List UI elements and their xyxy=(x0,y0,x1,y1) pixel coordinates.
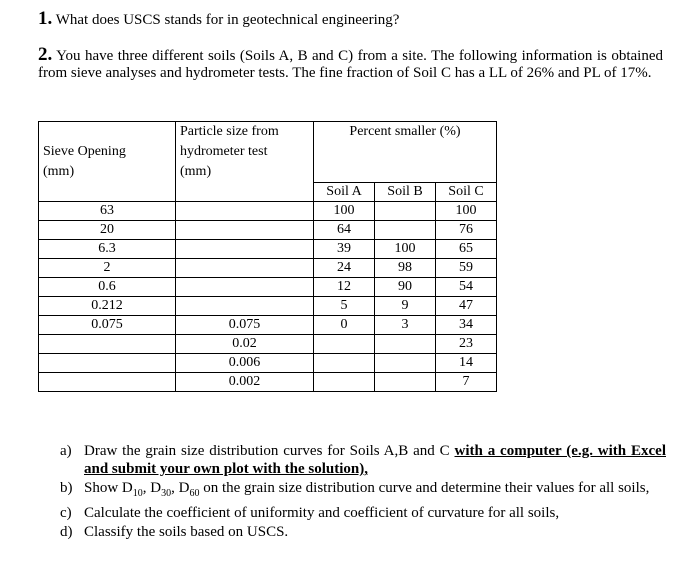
cell-hydrometer: 0.006 xyxy=(176,354,314,373)
cell-soil-b xyxy=(375,354,436,373)
task-c-label: c) xyxy=(60,505,72,521)
cell-soil-a: 12 xyxy=(314,278,375,297)
cell-hydrometer: 0.02 xyxy=(176,335,314,354)
question-1-number: 1. xyxy=(38,8,53,29)
question-2-number: 2. xyxy=(38,44,53,65)
task-b-sub-60: 60 xyxy=(189,488,200,499)
cell-soil-b: 9 xyxy=(375,297,436,316)
table-row xyxy=(39,335,497,354)
table-row xyxy=(39,316,497,335)
task-b-d30-prefix: , D xyxy=(142,480,162,496)
cell-soil-c: 76 xyxy=(436,221,497,240)
task-c-text: Calculate the coefficient of uniformity and coefficient of curvature for all soils, xyxy=(84,505,560,521)
task-b-d10-prefix: Show D xyxy=(84,480,133,496)
task-d xyxy=(60,523,666,541)
header-percent-smaller: Percent smaller (%) xyxy=(314,122,497,183)
cell-sieve: 63 xyxy=(39,202,176,221)
header-sieve-opening xyxy=(39,122,176,202)
table-row xyxy=(39,221,497,240)
cell-soil-b xyxy=(375,373,436,392)
header-sieve-line1: Sieve Opening xyxy=(43,143,126,159)
header-soil-a: Soil A xyxy=(314,183,375,202)
cell-soil-c: 23 xyxy=(436,335,497,354)
task-b xyxy=(60,479,666,503)
task-d-text: Classify the soils based on USCS. xyxy=(84,524,289,540)
cell-hydrometer xyxy=(176,221,314,240)
cell-soil-a: 100 xyxy=(314,202,375,221)
cell-hydrometer xyxy=(176,259,314,278)
task-a xyxy=(60,442,666,478)
sieve-data-table xyxy=(38,121,497,392)
task-c xyxy=(60,504,666,522)
header-hydrometer xyxy=(176,122,314,202)
table-row xyxy=(39,259,497,278)
task-b-sub-10: 10 xyxy=(132,488,143,499)
cell-soil-c: 47 xyxy=(436,297,497,316)
task-a-text: Draw the grain size distribution curves for Soils A,B and C xyxy=(84,443,455,459)
cell-soil-b xyxy=(375,221,436,240)
cell-hydrometer: 0.075 xyxy=(176,316,314,335)
cell-soil-b: 100 xyxy=(375,240,436,259)
cell-soil-a: 0 xyxy=(314,316,375,335)
cell-soil-c: 14 xyxy=(436,354,497,373)
cell-sieve: 0.6 xyxy=(39,278,176,297)
cell-soil-a: 5 xyxy=(314,297,375,316)
task-a-label: a) xyxy=(60,443,72,459)
cell-hydrometer: 0.002 xyxy=(176,373,314,392)
table-row xyxy=(39,240,497,259)
cell-hydrometer xyxy=(176,202,314,221)
task-b-d60-prefix: , D xyxy=(171,480,190,496)
question-2-text: You have three different soils (Soils A, B and C) from a site. The following information is obtained from sieve analyses and hydrometer tests. The fine fraction of Soil C has a LL of 26% and PL of 17%. xyxy=(38,48,663,81)
cell-soil-b xyxy=(375,202,436,221)
cell-sieve: 2 xyxy=(39,259,176,278)
table-row xyxy=(39,354,497,373)
header-soil-c: Soil C xyxy=(436,183,497,202)
task-list xyxy=(60,442,666,542)
cell-sieve xyxy=(39,354,176,373)
cell-sieve xyxy=(39,373,176,392)
cell-soil-c: 65 xyxy=(436,240,497,259)
cell-soil-a: 24 xyxy=(314,259,375,278)
header-soil-b: Soil B xyxy=(375,183,436,202)
question-1 xyxy=(38,8,399,30)
cell-soil-b xyxy=(375,335,436,354)
cell-soil-c: 34 xyxy=(436,316,497,335)
cell-soil-c: 100 xyxy=(436,202,497,221)
cell-soil-a: 39 xyxy=(314,240,375,259)
task-b-text: on the grain size distribution curve and determine their values for all soils, xyxy=(199,480,650,496)
table-row xyxy=(39,297,497,316)
table-row xyxy=(39,373,497,392)
cell-hydrometer xyxy=(176,240,314,259)
table-row xyxy=(39,202,497,221)
cell-soil-a xyxy=(314,354,375,373)
cell-soil-c: 54 xyxy=(436,278,497,297)
cell-soil-c: 7 xyxy=(436,373,497,392)
header-hydro-line1: Particle size from xyxy=(180,124,279,139)
header-sieve-line2: (mm) xyxy=(43,163,75,179)
cell-sieve xyxy=(39,335,176,354)
task-b-sub-30: 30 xyxy=(161,488,172,499)
cell-soil-a xyxy=(314,335,375,354)
cell-sieve: 6.3 xyxy=(39,240,176,259)
cell-sieve: 0.075 xyxy=(39,316,176,335)
task-a-emphasis: with a computer (e.g. with Excel and submit your own plot with the solution) xyxy=(84,443,666,477)
cell-sieve: 20 xyxy=(39,221,176,240)
task-b-label: b) xyxy=(60,480,73,496)
header-hydro-line2: hydrometer test xyxy=(180,144,268,159)
task-d-label: d) xyxy=(60,524,73,540)
cell-soil-b: 90 xyxy=(375,278,436,297)
cell-soil-b: 3 xyxy=(375,316,436,335)
question-1-text: What does USCS stands for in geotechnical engineering? xyxy=(55,12,400,28)
task-a-comma: , xyxy=(364,461,368,477)
cell-sieve: 0.212 xyxy=(39,297,176,316)
cell-hydrometer xyxy=(176,297,314,316)
header-hydro-line3: (mm) xyxy=(180,164,212,179)
cell-soil-a xyxy=(314,373,375,392)
cell-soil-b: 98 xyxy=(375,259,436,278)
cell-soil-c: 59 xyxy=(436,259,497,278)
table-row xyxy=(39,278,497,297)
cell-soil-a: 64 xyxy=(314,221,375,240)
question-2 xyxy=(38,46,663,82)
cell-hydrometer xyxy=(176,278,314,297)
